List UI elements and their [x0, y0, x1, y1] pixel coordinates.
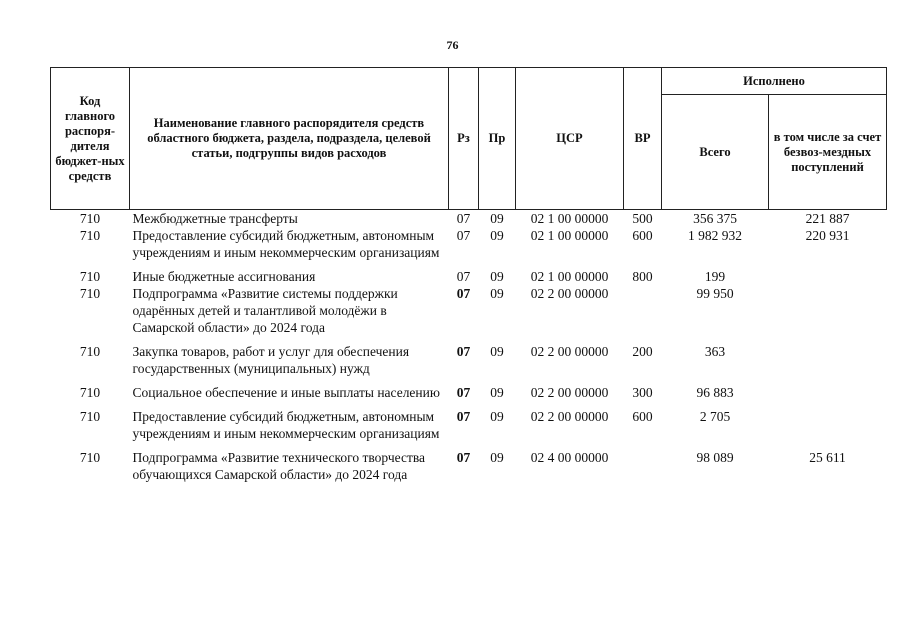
- table-row: [51, 408, 887, 449]
- cell-vr: 500: [632, 211, 653, 226]
- cell-name: Подпрограмма «Развитие системы поддержки одарённых детей и талантливой молодёжи в Самарской области» до 2024 года: [132, 286, 398, 335]
- cell-csr: 02 1 00 00000: [530, 228, 609, 243]
- cell-vr: [624, 285, 662, 343]
- table-row: [51, 227, 887, 268]
- header-csr: ЦСР: [516, 68, 624, 210]
- cell-code: 710: [79, 344, 101, 359]
- table-header: [51, 68, 887, 210]
- cell-rz: 07: [456, 409, 471, 424]
- cell-vr: 200: [632, 344, 653, 359]
- cell-pr: 09: [490, 228, 504, 243]
- cell-name: Социальное обеспечение и иные выплаты населению: [132, 385, 440, 400]
- cell-pr: 09: [490, 344, 504, 359]
- cell-name: Межбюджетные трансферты: [132, 211, 298, 226]
- table-row: [51, 343, 887, 384]
- cell-rz: 07: [456, 269, 471, 284]
- cell-vr: 300: [632, 385, 653, 400]
- cell-csr: 02 2 00 00000: [530, 344, 609, 359]
- table-row: [51, 268, 887, 285]
- cell-ext: 220 931: [805, 228, 850, 243]
- cell-csr: 02 1 00 00000: [530, 269, 609, 284]
- header-total: Всего: [662, 95, 769, 210]
- cell-rz: 07: [456, 286, 471, 301]
- budget-table: [50, 67, 887, 483]
- cell-total: 98 089: [696, 450, 734, 465]
- table-row: [51, 449, 887, 483]
- cell-pr: 09: [490, 409, 504, 424]
- cell-total: 356 375: [693, 211, 737, 226]
- cell-code: 710: [79, 269, 101, 284]
- cell-code: 710: [79, 409, 101, 424]
- cell-rz: 07: [456, 228, 471, 243]
- cell-name: Иные бюджетные ассигнования: [132, 269, 316, 284]
- cell-vr: [624, 449, 662, 483]
- cell-pr: 09: [490, 385, 504, 400]
- cell-total: 1 982 932: [688, 228, 742, 243]
- cell-rz: 07: [456, 211, 471, 226]
- cell-csr: 02 1 00 00000: [530, 211, 609, 226]
- cell-ext: [769, 268, 887, 285]
- header-rz: Рз: [449, 68, 479, 210]
- cell-code: 710: [79, 385, 101, 400]
- cell-ext: 221 887: [805, 211, 850, 226]
- cell-csr: 02 2 00 00000: [530, 385, 609, 400]
- table-body: [51, 210, 887, 484]
- cell-code: 710: [79, 211, 101, 226]
- cell-ext: 25 611: [809, 450, 846, 465]
- header-vr: ВР: [624, 68, 662, 210]
- cell-ext: [769, 384, 887, 408]
- header-code: Код главного распоря-дителя бюджет-ных средств: [51, 68, 130, 210]
- cell-total: 99 950: [696, 286, 734, 301]
- cell-name: Закупка товаров, работ и услуг для обеспечения государственных (муниципальных) нужд: [132, 344, 410, 376]
- cell-rz: 07: [456, 344, 471, 359]
- cell-code: 710: [79, 286, 101, 301]
- cell-pr: 09: [490, 269, 504, 284]
- cell-csr: 02 4 00 00000: [530, 450, 609, 465]
- cell-ext: [769, 343, 887, 384]
- cell-total: 363: [704, 344, 726, 359]
- cell-csr: 02 2 00 00000: [530, 409, 609, 424]
- cell-csr: 02 2 00 00000: [530, 286, 609, 301]
- cell-code: 710: [79, 228, 101, 243]
- table-row: [51, 210, 887, 228]
- header-name: Наименование главного распорядителя средств областного бюджета, раздела, подраздела, целевой статьи, подгруппы видов расходов: [130, 68, 449, 210]
- cell-total: 2 705: [699, 409, 731, 424]
- cell-ext: [769, 285, 887, 343]
- cell-name: Предоставление субсидий бюджетным, автономным учреждениям и иным некоммерческим организациям: [132, 228, 440, 260]
- cell-pr: 09: [490, 211, 504, 226]
- header-executed: Исполнено: [662, 68, 887, 95]
- cell-rz: 07: [456, 385, 471, 400]
- table-row: [51, 384, 887, 408]
- cell-total: 199: [704, 269, 726, 284]
- cell-vr: 800: [632, 269, 653, 284]
- cell-rz: 07: [456, 450, 471, 465]
- cell-name: Подпрограмма «Развитие технического творчества обучающихся Самарской области» до 2024 года: [132, 450, 426, 482]
- cell-pr: 09: [490, 450, 504, 465]
- cell-total: 96 883: [696, 385, 734, 400]
- cell-name: Предоставление субсидий бюджетным, автономным учреждениям и иным некоммерческим организациям: [132, 409, 440, 441]
- header-pr: Пр: [479, 68, 516, 210]
- cell-vr: 600: [632, 228, 653, 243]
- cell-code: 710: [79, 450, 101, 465]
- cell-vr: 600: [632, 409, 653, 424]
- cell-ext: [769, 408, 887, 449]
- cell-pr: 09: [490, 286, 504, 301]
- table-row: [51, 285, 887, 343]
- header-incl-ext: в том числе за счет безвоз-мездных поступлений: [769, 95, 887, 210]
- page-number: 76: [446, 38, 459, 52]
